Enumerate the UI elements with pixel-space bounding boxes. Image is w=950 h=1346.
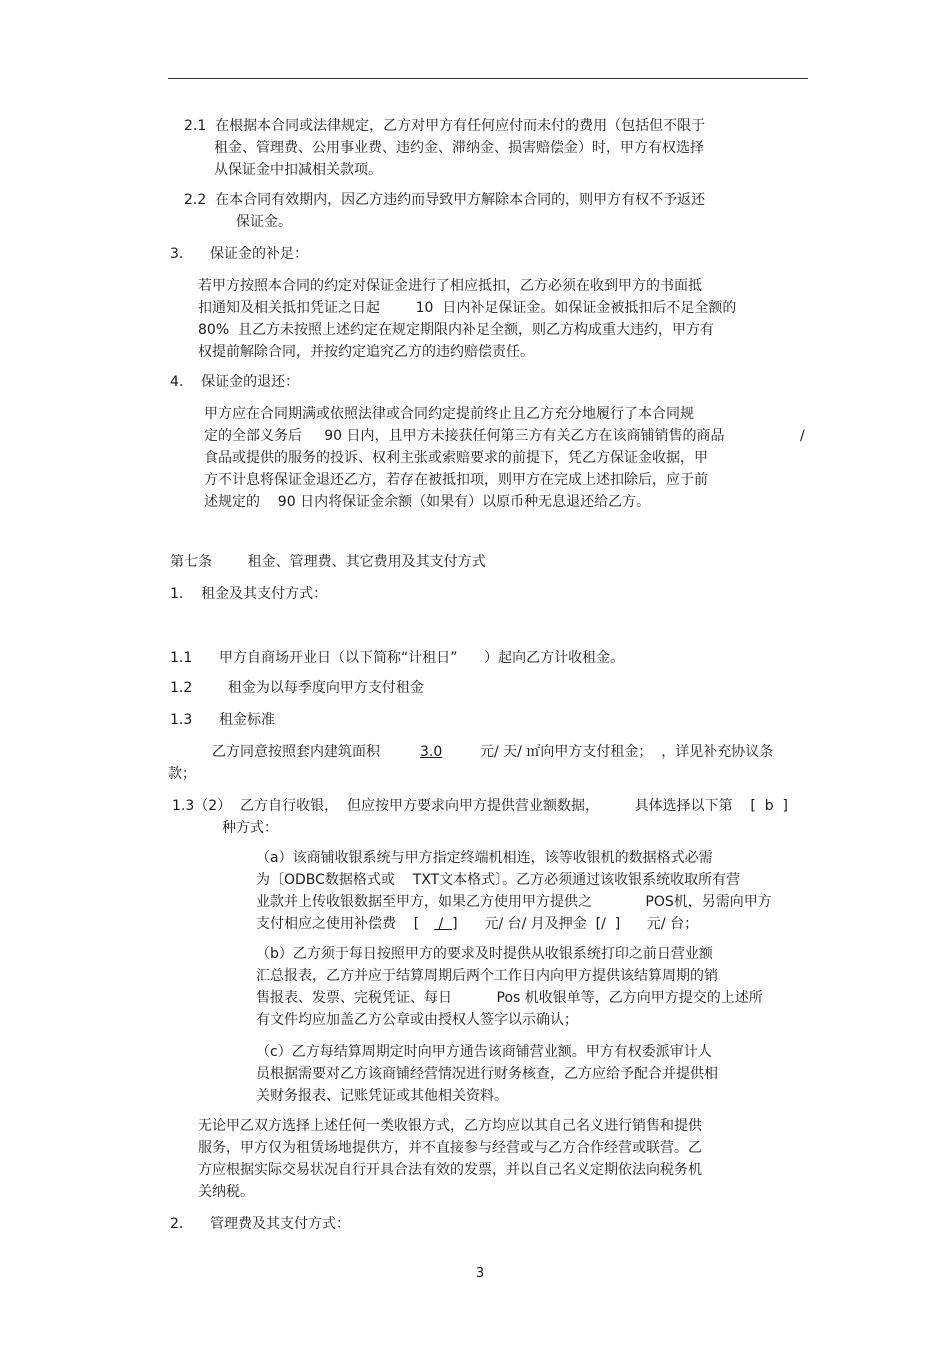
clause-1-3: 1.3 租金标准	[170, 712, 275, 728]
pos-fee-value: / ]	[434, 916, 458, 932]
section-3-line-4: 权提前解除合同，并按约定追究乙方的违约赔偿责任。	[198, 344, 534, 360]
section-4-line-2: 定的全部义务后 90 日内，且甲方未接获任何第三方有关乙方在该商铺销售的商品	[204, 428, 725, 444]
cash-register-note-line-1: 无论甲乙双方选择上述任何一类收银方式，乙方均应以其自己名义进行销售和提供	[198, 1118, 702, 1134]
section-3-line-2: 扣通知及相关抵扣凭证之日起 10 日内补足保证金。如保证金被抵扣后不足全额的	[198, 300, 737, 316]
option-a-line-4-prefix: 支付相应之使用补偿费 [	[256, 916, 420, 932]
option-a-line-2: 为〔ODBC数据格式或 TXT文本格式〕。乙方必须通过该收银系统收取所有营	[256, 872, 741, 888]
rent-rate-value: 3.0	[420, 744, 443, 760]
section-4-line-3: 食品或提供的服务的投诉、权利主张或索赔要求的前提下，凭乙方保证金收据，甲	[204, 450, 708, 466]
page-number: 3	[475, 1266, 485, 1281]
section-4-slash: /	[800, 428, 805, 444]
section-4-line-5: 述规定的 90 日内将保证金余额（如果有）以原币种无息退还给乙方。	[204, 494, 651, 510]
clause-2-1-line-3: 从保证金中扣减相关款项。	[214, 162, 382, 178]
article-7-heading: 第七条 租金、管理费、其它费用及其支付方式	[170, 554, 486, 570]
clause-2-1-line-2: 租金、管理费、公用事业费、违约金、滞纳金、损害赔偿金）时，甲方有权选择	[214, 140, 704, 156]
option-a-line-3: 业款并上传收银数据至甲方，如果乙方使用甲方提供之 POS机，另需向甲方	[256, 894, 772, 910]
section-4-line-1: 甲方应在合同期满或依照法律或合同约定提前终止且乙方充分地履行了本合同规	[204, 406, 694, 422]
clause-2-2-line-1: 2.2 在本合同有效期内，因乙方违约而导致甲方解除本合同的，则甲方有权不予返还	[184, 192, 706, 208]
option-c-line-3: 关财务报表、记账凭证或其他相关资料。	[256, 1088, 508, 1104]
cash-register-note-line-2: 服务，甲方仅为租赁场地提供方，并不直接参与经营或与乙方合作经营或联营。乙	[198, 1140, 702, 1156]
option-b-line-3: 售报表、发票、完税凭证、每日 Pos 机收银单等，乙方向甲方提交的上述所	[256, 990, 763, 1006]
header-rule	[168, 78, 808, 79]
management-fee-heading: 2. 管理费及其支付方式：	[170, 1216, 351, 1232]
rent-standard-line-2: 款；	[168, 766, 196, 782]
section-4-line-4: 方不计息将保证金退还乙方，若存在被抵扣项，则甲方在完成上述扣除后，应于前	[204, 472, 708, 488]
section-4-heading: 4. 保证金的退还：	[170, 374, 300, 390]
rent-heading: 1. 租金及其支付方式：	[170, 586, 328, 602]
clause-1-3-2-line-1: 1.3（2） 乙方自行收银， 但应按甲方要求向甲方提供营业额数据， 具体选择以下第 [ b ]	[172, 798, 788, 814]
option-c-line-1: （c）乙方每结算周期定时向甲方通告该商铺营业额。甲方有权委派审计人	[256, 1044, 712, 1060]
clause-1-2: 1.2 租金为以每季度向甲方支付租金	[170, 680, 424, 696]
rent-standard-line-suffix: 元/ 天/ ㎡向甲方支付租金； ，详见补充协议条	[480, 744, 774, 760]
clause-2-1-line-1: 2.1 在根据本合同或法律规定，乙方对甲方有任何应付而未付的费用（包括但不限于	[184, 118, 706, 134]
section-3-line-1: 若甲方按照本合同的约定对保证金进行了相应抵扣，乙方必须在收到甲方的书面抵	[198, 278, 702, 294]
option-b-line-2: 汇总报表，乙方并应于结算周期后两个工作日内向甲方提供该结算周期的销	[256, 968, 718, 984]
clause-1-3-2-line-2: 种方式：	[222, 820, 278, 836]
option-b-line-4: 有文件均应加盖乙方公章或由授权人签字以示确认；	[256, 1012, 578, 1028]
option-a-line-4-suffix: 元/ 台/ 月及押金 [/ ] 元/ 台；	[480, 916, 699, 932]
cash-register-note-line-3: 方应根据实际交易状况自行开具合法有效的发票，并以自己名义定期依法向税务机	[198, 1162, 702, 1178]
clause-1-1: 1.1 甲方自商场开业日（以下简称“计租日” ）起向乙方计收租金。	[170, 650, 625, 666]
option-a-line-1: （a）该商铺收银系统与甲方指定终端机相连，该等收银机的数据格式必需	[256, 850, 713, 866]
section-3-line-3: 80% 且乙方未按照上述约定在规定期限内补足全额，则乙方构成重大违约，甲方有	[198, 322, 715, 338]
section-3-heading: 3. 保证金的补足：	[170, 246, 309, 262]
option-c-line-2: 员根据需要对乙方该商铺经营情况进行财务核查，乙方应给予配合并提供相	[256, 1066, 718, 1082]
rent-standard-line-prefix: 乙方同意按照套内建筑面积	[212, 744, 380, 760]
clause-2-2-line-2: 保证金。	[236, 214, 292, 230]
option-b-line-1: （b）乙方须于每日按照甲方的要求及时提供从收银系统打印之前日营业额	[256, 946, 713, 962]
cash-register-note-line-4: 关纳税。	[198, 1184, 254, 1200]
